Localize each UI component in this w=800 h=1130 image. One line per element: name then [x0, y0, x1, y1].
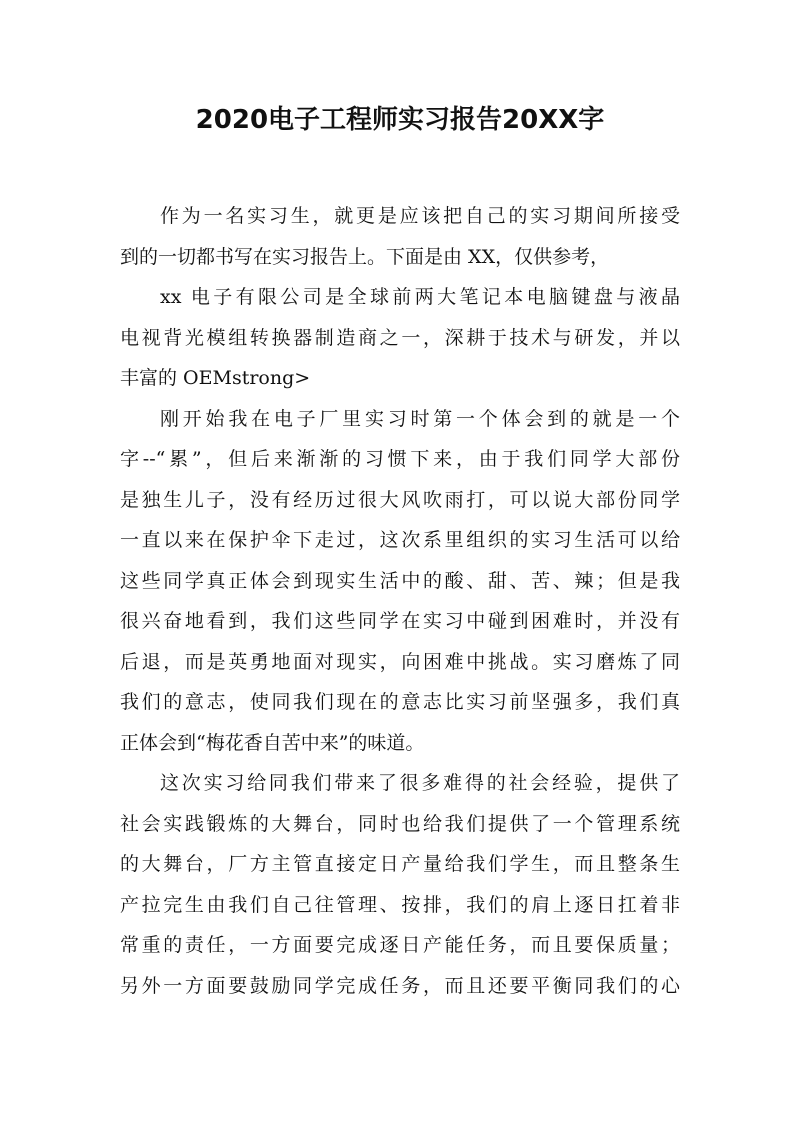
text-line: 字--“累”，但后来渐渐的习惯下来，由于我们同学大部份	[120, 448, 680, 470]
text-line: 丰富的 OEMstrong>	[120, 367, 311, 389]
paragraph-3	[120, 399, 680, 764]
text-line: 社会实践锻炼的大舞台，同时也给我们提供了一个管理系统	[120, 812, 680, 835]
text-line: 是独生儿子，没有经历过很大风吹雨打，可以说大部份同学	[120, 488, 680, 511]
text-line: 我们的意志，使同我们现在的意志比实习前坚强多，我们真	[120, 691, 680, 713]
text-line: xx 电子有限公司是全球前两大笔记本电脑键盘与液晶	[160, 286, 680, 308]
paragraph-1	[120, 196, 680, 277]
text-line: 产拉完生由我们自己往管理、按排，我们的肩上逐日扛着非	[120, 893, 680, 916]
text-line: 一直以来在保护伞下走过，这次系里组织的实习生活可以给	[120, 529, 680, 551]
text-line: 后退，而是英勇地面对现实，向困难中挑战。实习磨炼了同	[120, 650, 680, 673]
text-line: 另外一方面要鼓励同学完成任务，而且还要平衡同我们的心	[120, 974, 680, 997]
text-line: 这些同学真正体会到现实生活中的酸、甜、苦、辣；但是我	[120, 569, 680, 592]
text-line: 这次实习给同我们带来了很多难得的社会经验，提供了	[160, 772, 680, 794]
text-line: 电视背光模组转换器制造商之一，深耕于技术与研发，并以	[120, 326, 680, 349]
text-line: 正体会到“梅花香自苦中来”的味道。	[120, 731, 425, 754]
text-line: 到的一切都书写在实习报告上。下面是由 XX，仅供参考，	[120, 245, 610, 268]
paragraph-4	[120, 763, 680, 1006]
text-line: 常重的责任，一方面要完成逐日产能任务，而且要保质量；	[120, 934, 680, 956]
document-title: 2020电子工程师实习报告20XX字	[195, 105, 605, 135]
paragraph-2	[120, 277, 680, 399]
document-body	[120, 196, 680, 1006]
text-line: 很兴奋地看到，我们这些同学在实习中碰到困难时，并没有	[120, 610, 680, 632]
text-line: 作为一名实习生，就更是应该把自己的实习期间所接受	[160, 205, 680, 227]
text-line: 的大舞台，厂方主管直接定日产量给我们学生，而且整条生	[120, 853, 680, 875]
text-line: 刚开始我在电子厂里实习时第一个体会到的就是一个	[160, 407, 680, 430]
